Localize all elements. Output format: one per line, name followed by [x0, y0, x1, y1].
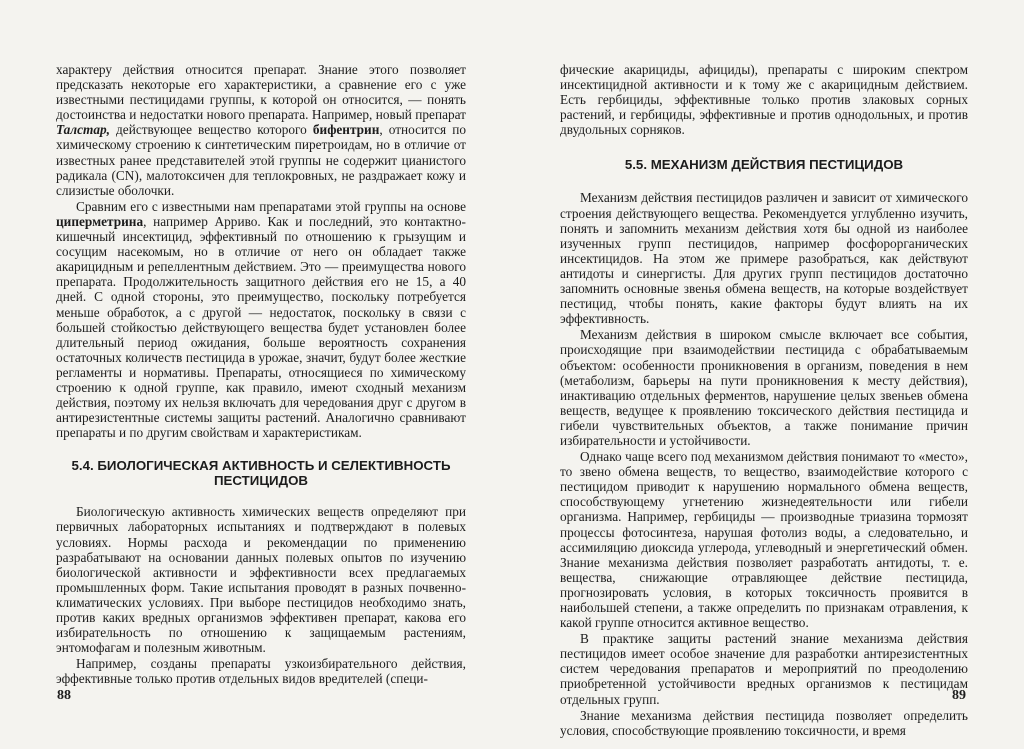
substance-name-cypermethrin: циперметрина [56, 213, 144, 229]
left-paragraph-1 [56, 62, 466, 198]
right-page [560, 62, 968, 738]
right-paragraph-6: Знание механизма действия пестицида позволяет определить условия, способствующие проявлению токсичности, и время [560, 707, 968, 738]
right-paragraph-1: фические акарициды, афициды), препараты с широким спектром инсектицидной активности и к тому же с акарицидным действием. Есть гербициды, эффективные только против злаковых сорных растений, и гербициды, эффективные и против однодольных, и против двудольных сорняков. [560, 62, 968, 138]
text-run: действующее вещество которого [109, 122, 313, 138]
text-run: характеру действия относится препарат. Знание этого позволяет предсказать некоторые его характеристики, а сравнение его с уже известными пестицидами группы, к которой он относится, — понять достоинства и недостатки нового препарата. Например, новый препарат [56, 62, 466, 123]
text-run: , например Арриво. Как и последний, это контактно-кишечный инсектицид, эффективный по отношению к грызущим и сосущим насекомым, но в отличие от него он обладает также акарицидным и репеллентным действием. Это — преимущества нового препарата. Продолжительность защитного действия его не 15, а 40 дней. С одной стороны, это преимущество, поскольку потребуется меньше обработок, а с другой — недостаток, поскольку в связи с большей стойкостью действующего вещества будет установлен более длительный период ожидания, больше вероятность сохранения остаточных количеств пестицида в урожае, значит, будут более жесткие регламенты и нормативы. Препараты, относящиеся по химическому строению к одной группе, как правило, имеют сходный механизм действия, поэтому их нельзя включать для чередования друг с другом в антирезистентные системы защиты растений. Аналогично сравнивают препараты и по другим свойствам и характеристикам. [56, 213, 466, 441]
section-heading-5-5: 5.5. МЕХАНИЗМ ДЕЙСТВИЯ ПЕСТИЦИДОВ [624, 157, 904, 173]
page-number-left: 88 [57, 688, 71, 703]
right-paragraph-5: В практике защиты растений знание механизма действия пестицидов имеет особое значение для разработки антирезистентных систем чередования препаратов и мероприятий по преодолению приобретенной устойчивости вредных организмов к пестицидам отдельных групп. [560, 631, 968, 707]
right-paragraph-4: Однако чаще всего под механизмом действия понимают то «место», то звено обмена веществ, то вещество, взаимодействие которого с пестицидом приводит к нарушению нормального обмена веществ, способствующему угнетению жизнедеятельности или гибели организма. Например, гербициды — производные триазина тормозят процессы фотосинтеза, нарушая фотолиз воды, а следовательно, и ассимиляцию диоксида углерода, углеводный и энергетический обмен. Знание механизма действия позволяет разработать антидоты, т. е. вещества, снижающие отравляющее действие пестицида, прогнозировать условия, в которых токсичность проявится в наибольшей степени, а также определить по признакам отравления, к какой группе относится активное вещество. [560, 449, 968, 631]
product-name-talstar: Талстар, [56, 122, 110, 138]
left-paragraph-3: Биологическую активность химических веществ определяют при первичных лабораторных испытаниях и подтверждают в полевых условиях. Нормы расхода и рекомендации по применению разрабатывают на основании данных полевых опытов по изучению биологической активности и эффективности всех предлагаемых промышленных форм. Такие испытания проводят в разных почвенно-климатических условиях. При выборе пестицидов необходимо знать, против каких вредных организмов эффективен препарат, какова его избирательность по отношению к защищаемым растениям, энтомофагам и полезным животным. [56, 504, 466, 656]
right-paragraph-3: Механизм действия в широком смысле включает все события, происходящие при взаимодействии пестицида с обрабатываемым объектом: особенности проникновения в организм, поведения в нем (метаболизм, барьеры на пути проникновения к месту действия), инактивацию отдельных ферментов, нарушение целых звеньев обмена веществ, ведущее к проявлению токсического действия пестицида и гибели чувствительных объектов, а также понимание причин избирательности и устойчивости. [560, 327, 968, 448]
left-page [56, 62, 466, 686]
page-number-right: 89 [952, 688, 966, 703]
section-heading-5-4: 5.4. БИОЛОГИЧЕСКАЯ АКТИВНОСТЬ И СЕЛЕКТИВНОСТЬ ПЕСТИЦИДОВ [71, 458, 451, 489]
left-paragraph-2 [56, 199, 466, 441]
text-run: Сравним его с известными нам препаратами этой группы на основе [76, 198, 466, 214]
text-run: , относится по химическому строению к синтетическим пиретроидам, но в отличие от известных ранее представителей этой группы не содержит цианистого радикала (CN), малотоксичен для теплокровных, не раздражает кожу и слизистые оболочки. [56, 122, 466, 198]
right-paragraph-2: Механизм действия пестицидов различен и зависит от химического строения действующего вещества. Рекомендуется углубленно изучить, понять и запомнить механизм действия хотя бы одной из наиболее изученных групп пестицидов, например фосфорорганических инсектицидов. На этом же примере разобраться, как действуют антидоты и синергисты. Для других групп пестицидов достаточно запомнить основные звенья обмена веществ, на которые воздействует пестицид, чтобы понять, какие факторы будут влиять на их эффективность. [560, 190, 968, 327]
left-paragraph-4: Например, созданы препараты узкоизбирательного действия, эффективные только против отдельных видов вредителей (специ- [56, 656, 466, 687]
substance-name-bifenthrin: бифентрин [312, 122, 380, 138]
